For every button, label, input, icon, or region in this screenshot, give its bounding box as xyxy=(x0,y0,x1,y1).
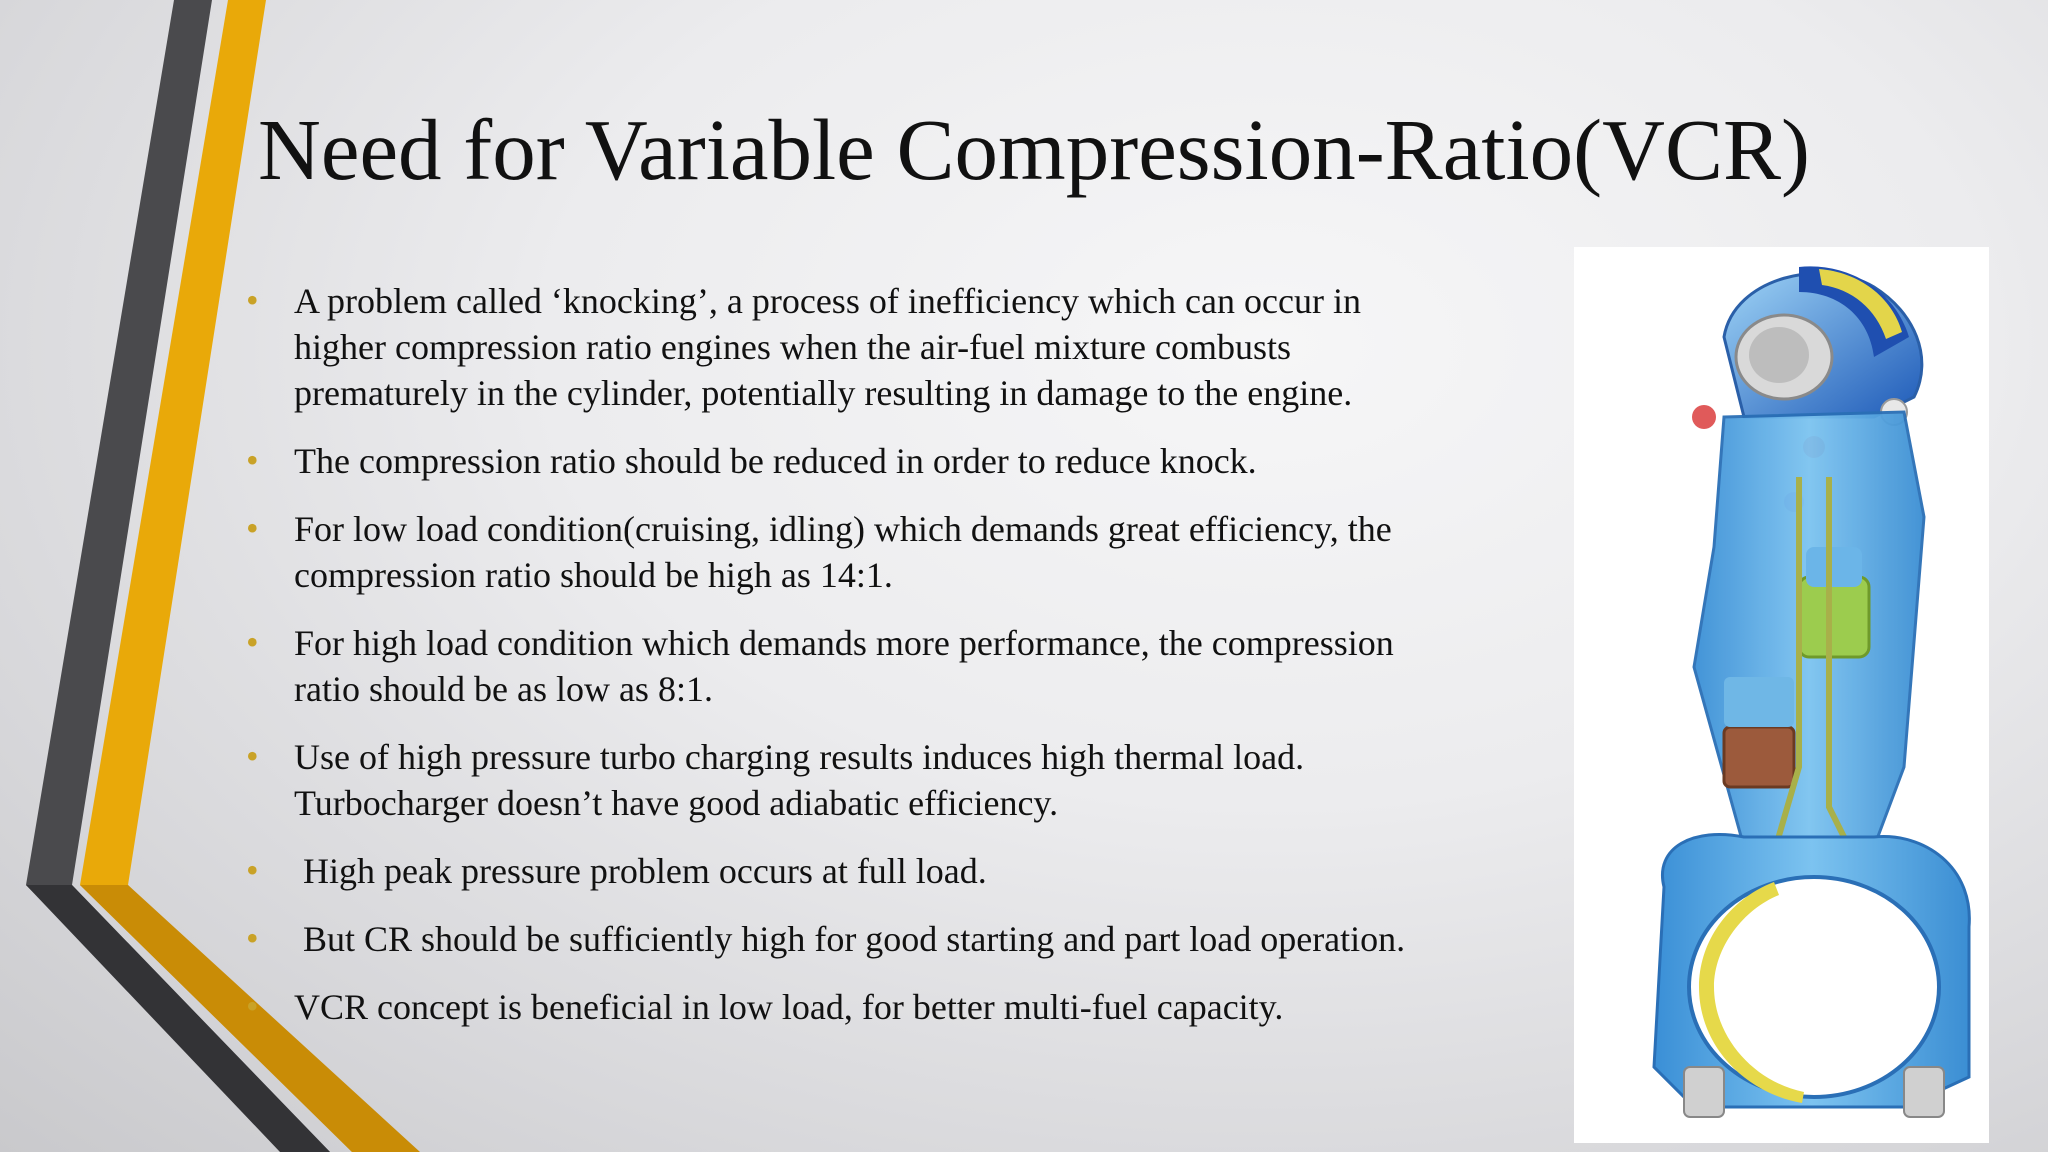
bullet-text: For low load condition(cruising, idling) which demands great efficiency, the compression ratio should be high as 14:1. xyxy=(294,509,1392,595)
bullet-dot-icon: • xyxy=(246,918,259,958)
bullet-text: A problem called ‘knocking’, a process of inefficiency which can occur in higher compression ratio engines when the air-fuel mixture combusts prematurely in the cylinder, potentially resulting in damage to the engine. xyxy=(294,281,1361,413)
bullet-item xyxy=(246,438,1406,484)
connecting-rod-illustration-icon xyxy=(1574,247,1989,1143)
bullet-text: The compression ratio should be reduced in order to reduce knock. xyxy=(294,441,1257,481)
bullet-text: Use of high pressure turbo charging results induces high thermal load. Turbocharger doesn’t have good adiabatic efficiency. xyxy=(294,737,1305,823)
bullet-dot-icon: • xyxy=(246,622,259,662)
bullet-dot-icon: • xyxy=(246,440,259,480)
bullet-dot-icon: • xyxy=(246,850,259,890)
connecting-rod-image xyxy=(1574,247,1989,1143)
bullet-dot-icon: • xyxy=(246,280,259,320)
bullet-list xyxy=(246,278,1406,1052)
slide-title: Need for Variable Compression-Ratio(VCR) xyxy=(258,101,1810,198)
bullet-item xyxy=(246,916,1406,962)
bullet-item xyxy=(246,848,1406,894)
bullet-dot-icon: • xyxy=(246,986,259,1026)
bullet-item xyxy=(246,734,1406,826)
bullet-item xyxy=(246,278,1406,416)
bullet-text: High peak pressure problem occurs at full load. xyxy=(294,851,987,891)
bullet-text: VCR concept is beneficial in low load, for better multi-fuel capacity. xyxy=(294,987,1284,1027)
bullet-text: For high load condition which demands more performance, the compression ratio should be as low as 8:1. xyxy=(294,623,1394,709)
bullet-dot-icon: • xyxy=(246,736,259,776)
bullet-dot-icon: • xyxy=(246,508,259,548)
bullet-item xyxy=(246,984,1406,1030)
bullet-item xyxy=(246,620,1406,712)
bullet-text: But CR should be sufficiently high for good starting and part load operation. xyxy=(294,919,1406,959)
bullet-item xyxy=(246,506,1406,598)
